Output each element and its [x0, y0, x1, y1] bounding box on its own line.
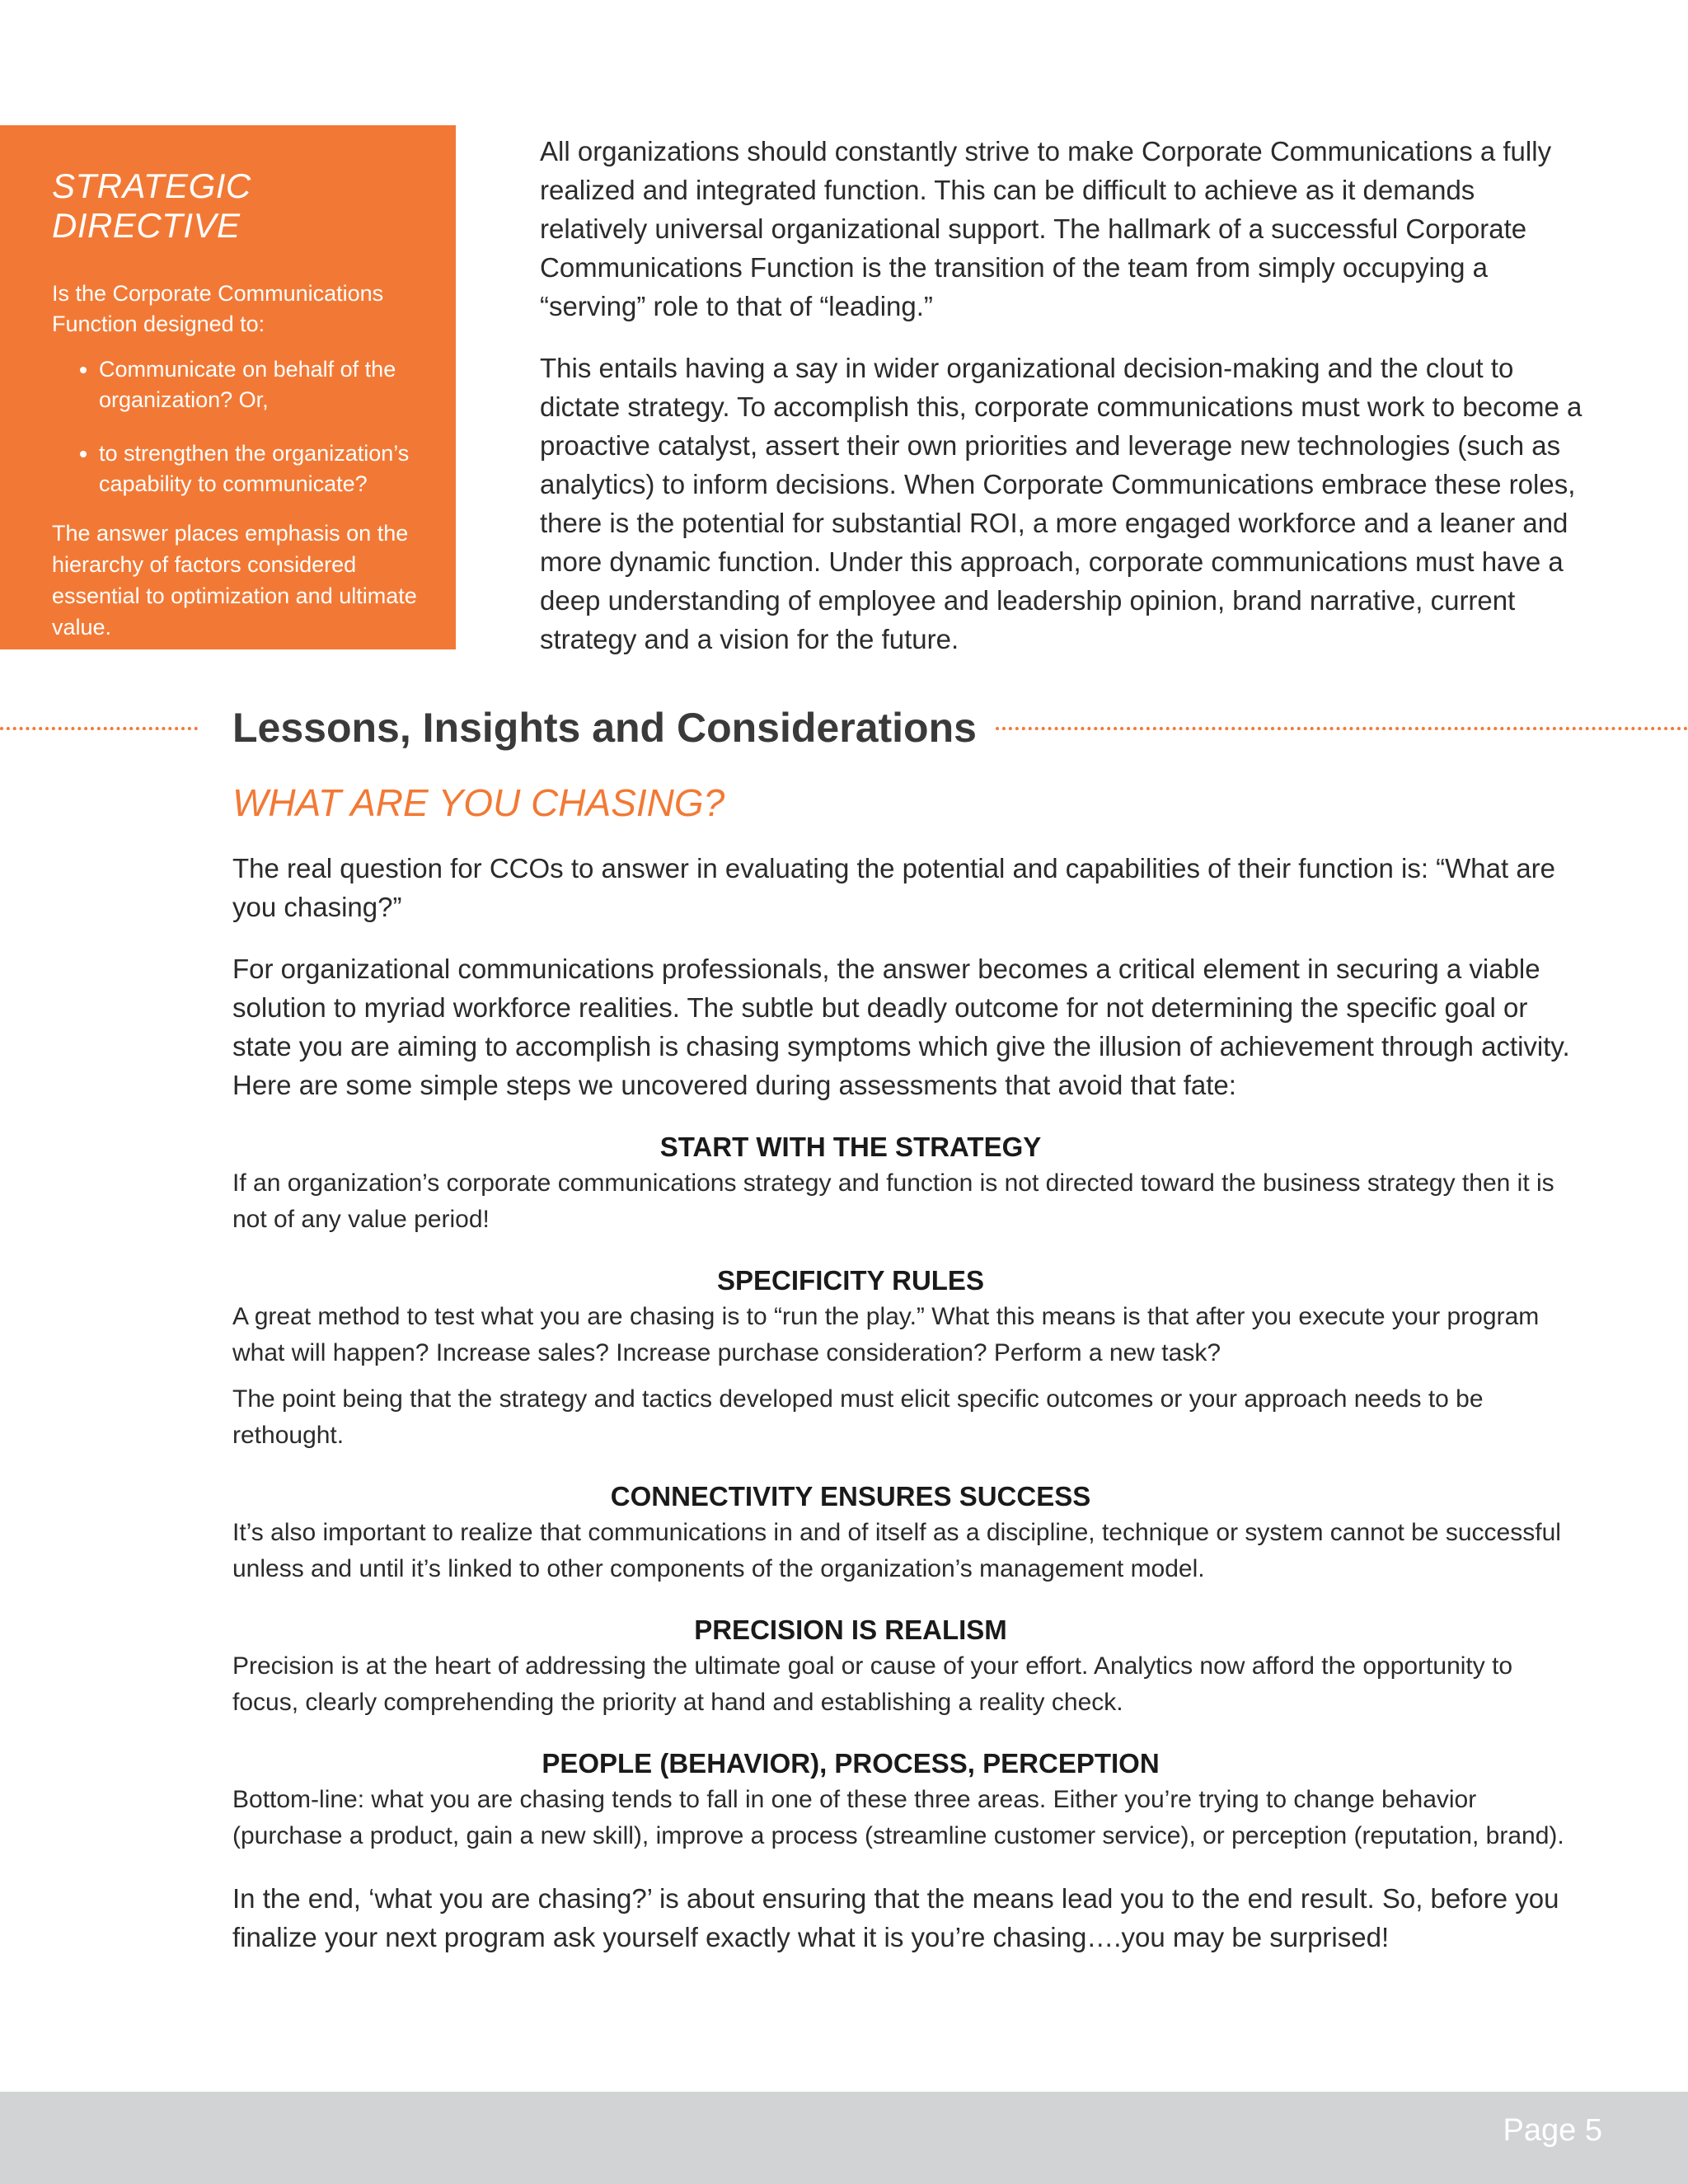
step-heading: START WITH THE STRATEGY — [659, 1132, 1042, 1162]
step-precision — [232, 1612, 1584, 1721]
step-specificity-rules — [232, 1263, 1584, 1454]
section-title: Lessons, Insights and Considerations — [232, 705, 977, 751]
step-body: Precision is at the heart of addressing the ultimate goal or cause of your effort. Analytics now afford the opportunity to focus, clearly comprehending the priority at hand and establishing a reality check. — [232, 1652, 1513, 1716]
dotted-divider-left — [0, 727, 198, 730]
step-body: Bottom-line: what you are chasing tends to fall in one of these three areas. Either you’re trying to change behavior (purchase a product, gain a new skill), improve a process (streamline customer service), or perception (reputation, brand). — [232, 1786, 1564, 1849]
section-content — [232, 849, 1584, 1957]
page-number: Page 5 — [1503, 2113, 1602, 2148]
sidebar-bullet-list — [52, 354, 418, 499]
page-footer — [0, 2092, 1688, 2184]
step-heading: PRECISION IS REALISM — [694, 1615, 1007, 1645]
section-subtitle: WHAT ARE YOU CHASING? — [232, 781, 725, 824]
step-body: The point being that the strategy and tactics developed must elicit specific outcomes or your approach needs to be rethought. — [232, 1385, 1484, 1449]
sidebar-answer: The answer places emphasis on the hierarchy of factors considered essential to optimization and ultimate value. — [52, 521, 417, 640]
step-body: It’s also important to realize that communications in and of itself as a discipline, technique or system cannot be successful unless and until it’s linked to other components of the organization’s management model. — [232, 1519, 1561, 1582]
lead-paragraph: For organizational communications professionals, the answer becomes a critical element in securing a viable solution to myriad workforce realities. The subtle but deadly outcome for not determining the specific goal or state you are aiming to accomplish is chasing symptoms which give the illusion of achievement through activity. Here are some simple steps we uncovered during assessments that avoid that fate: — [232, 954, 1570, 1100]
step-body: If an organization’s corporate communications strategy and function is not directed toward the business strategy then it is not of any value period! — [232, 1169, 1554, 1233]
intro-paragraph: This entails having a say in wider organizational decision-making and the clout to dictate strategy. To accomplish this, corporate communications must work to become a proactive catalyst, assert their own priorities and leverage new technologies (such as analytics) to inform decisions. When Corporate Communications embrace these roles, there is the potential for substantial ROI, a more engaged workforce and a leaner and more dynamic function. Under this approach, corporate communications must have a deep understanding of employee and leadership opinion, brand narrative, current strategy and a vision for the future. — [540, 353, 1582, 654]
sidebar-bullet: • Communicate on behalf of the organization? Or, — [99, 354, 418, 415]
step-heading: CONNECTIVITY ENSURES SUCCESS — [610, 1481, 1091, 1511]
step-heading: PEOPLE (BEHAVIOR), PROCESS, PERCEPTION — [542, 1748, 1160, 1779]
step-heading: SPECIFICITY RULES — [717, 1265, 984, 1296]
strategic-directive-box — [0, 125, 456, 649]
sidebar-question: Is the Corporate Communications Function designed to: — [52, 281, 384, 336]
sidebar-title: STRATEGIC DIRECTIVE — [52, 166, 251, 245]
intro-paragraph: All organizations should constantly strive to make Corporate Communications a fully realized and integrated function. This can be difficult to achieve as it demands relatively universal organizational support. The hallmark of a successful Corporate Communications Function is the transition of the team from simply occupying a “serving” role to that of “leading.” — [540, 136, 1552, 321]
closing-paragraph: In the end, ‘what you are chasing?’ is about ensuring that the means lead you to the end result. So, before you finalize your next program ask yourself exactly what it is you’re chasing….you may be surprised! — [232, 1883, 1559, 1952]
dotted-divider-right — [996, 727, 1688, 730]
intro-text — [540, 132, 1587, 682]
step-people-process-perception — [232, 1746, 1584, 1854]
step-start-with-strategy — [232, 1129, 1584, 1238]
sidebar-bullet: • to strengthen the organization’s capability to communicate? — [99, 438, 418, 499]
lead-paragraph: The real question for CCOs to answer in evaluating the potential and capabilities of their function is: “What are you chasing?” — [232, 853, 1556, 922]
step-connectivity — [232, 1479, 1584, 1587]
section-heading-row — [0, 699, 1688, 757]
step-body: A great method to test what you are chasing is to “run the play.” What this means is that after you execute your program what will happen? Increase sales? Increase purchase consideration? Perform a new task? — [232, 1303, 1540, 1366]
